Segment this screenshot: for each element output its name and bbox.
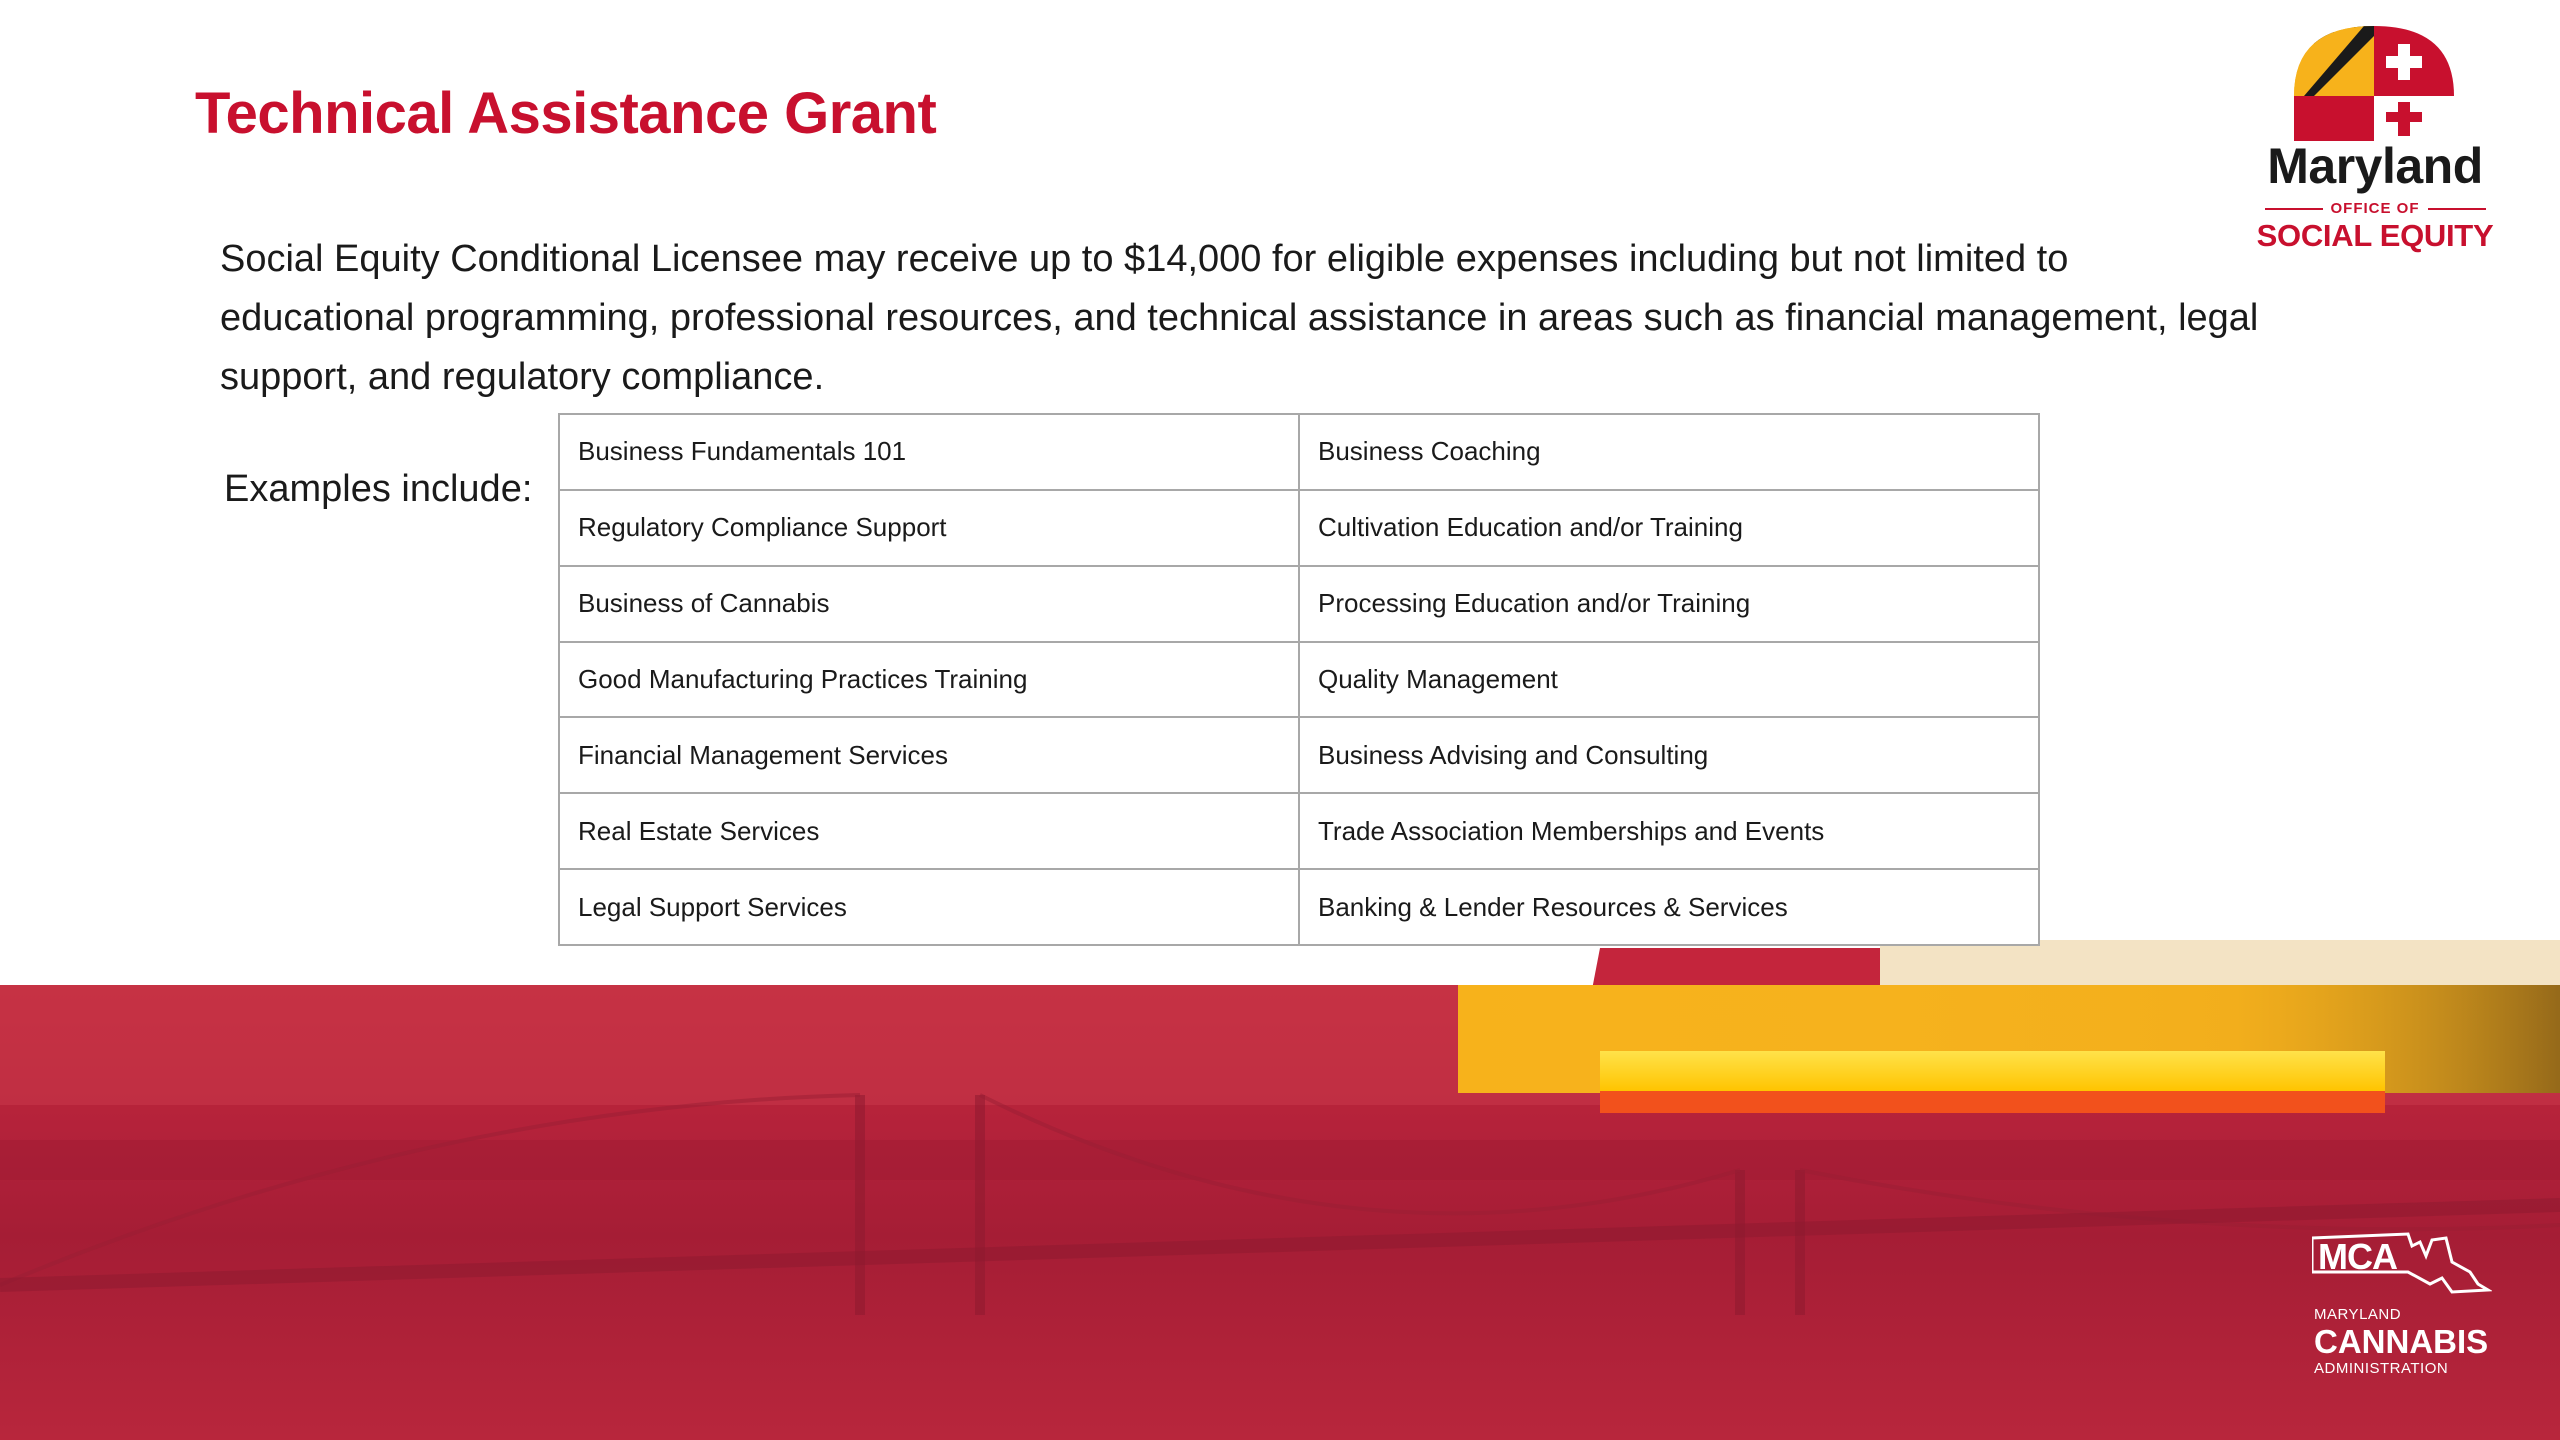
table-row: [559, 490, 2039, 566]
table-row: [559, 414, 2039, 490]
table-cell: Business of Cannabis: [559, 566, 1299, 642]
mca-administration-label: ADMINISTRATION: [2314, 1360, 2449, 1377]
table-cell: Trade Association Memberships and Events: [1299, 793, 2039, 869]
table-cell: Real Estate Services: [559, 793, 1299, 869]
table-cell: Good Manufacturing Practices Training: [559, 642, 1299, 718]
table-row: [559, 717, 2039, 793]
table-cell: Regulatory Compliance Support: [559, 490, 1299, 566]
office-of-label: OFFICE OF: [2240, 200, 2510, 217]
table-cell: Business Coaching: [1299, 414, 2039, 490]
maryland-social-equity-logo: [2240, 22, 2510, 262]
mca-cannabis-label: CANNABIS: [2314, 1323, 2489, 1360]
table-cell: Cultivation Education and/or Training: [1299, 490, 2039, 566]
table-cell: Business Advising and Consulting: [1299, 717, 2039, 793]
examples-table: [558, 413, 2040, 946]
slide-body-text: Social Equity Conditional Licensee may receive up to $14,000 for eligible expenses including but not limited to educational programming, professional resources, and technical assistance in areas such as financial management, legal support, and regulatory compliance.: [220, 238, 2259, 398]
slide-title: Technical Assistance Grant: [195, 81, 937, 146]
table-cell: Processing Education and/or Training: [1299, 566, 2039, 642]
table-cell: Financial Management Services: [559, 717, 1299, 793]
table-cell: Business Fundamentals 101: [559, 414, 1299, 490]
social-equity-label: SOCIAL EQUITY: [2256, 218, 2494, 253]
table-row: [559, 793, 2039, 869]
table-row: [559, 566, 2039, 642]
maryland-flag-icon: [2294, 26, 2454, 141]
table-cell: Banking & Lender Resources & Services: [1299, 869, 2039, 945]
maryland-wordmark: Maryland: [2267, 138, 2483, 194]
table-cell: Legal Support Services: [559, 869, 1299, 945]
table-row: [559, 642, 2039, 718]
table-cell: Quality Management: [1299, 642, 2039, 718]
mca-logo: [2312, 1232, 2492, 1382]
bridge-photo-banner: [0, 985, 2560, 1440]
bridge-graphic: [0, 985, 2560, 1440]
mca-mark: MCA: [2318, 1236, 2397, 1277]
table-row: [559, 869, 2039, 945]
examples-label: Examples include:: [224, 468, 533, 510]
mca-maryland-label: MARYLAND: [2314, 1306, 2402, 1323]
